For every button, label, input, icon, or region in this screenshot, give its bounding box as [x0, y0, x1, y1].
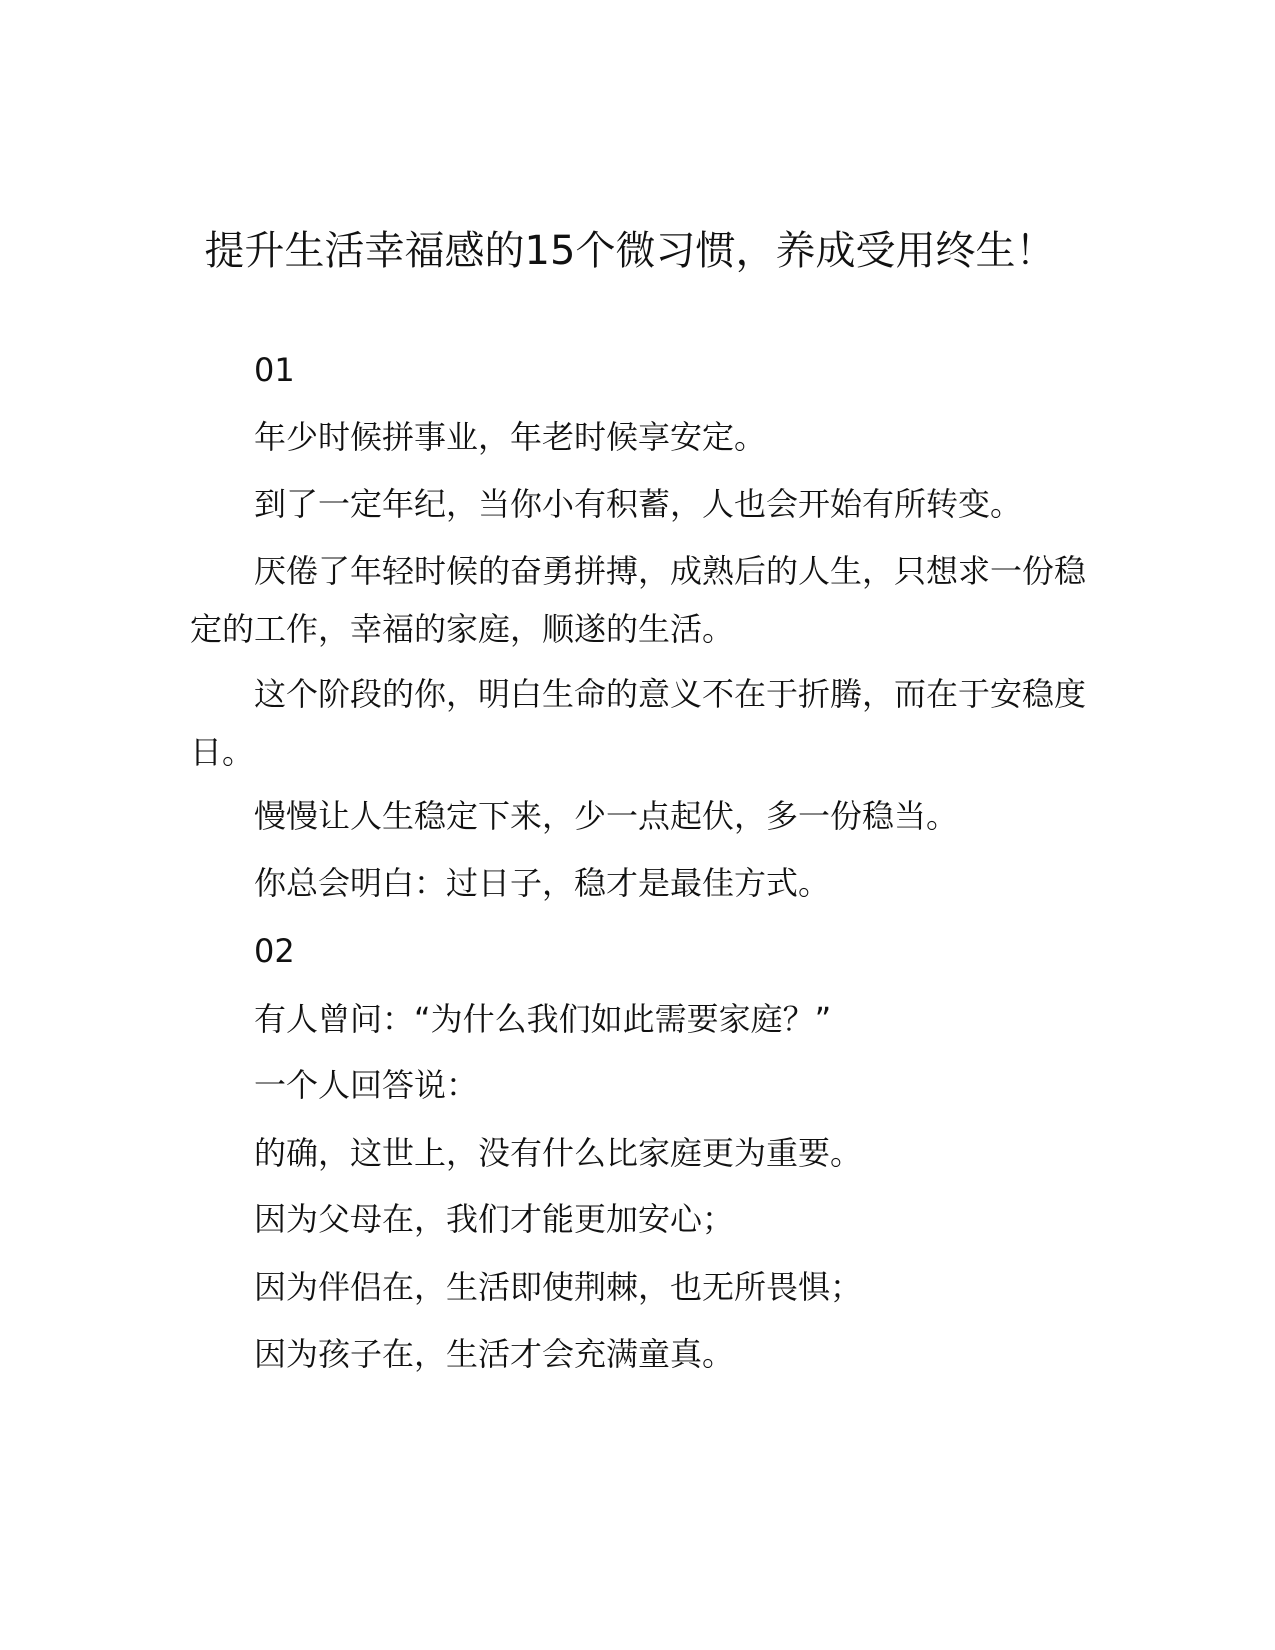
paragraph: 的确，这世上，没有什么比家庭更为重要。	[254, 1134, 863, 1172]
paragraph: 你总会明白：过日子，稳才是最佳方式。	[254, 864, 831, 902]
paragraph: 年少时候拼事业，年老时候享安定。	[254, 418, 767, 456]
paragraph: 因为父母在，我们才能更加安心；	[254, 1200, 735, 1238]
paragraph: 因为伴侣在，生活即使荆棘，也无所畏惧；	[254, 1268, 863, 1306]
document-title: 提升生活幸福感的15个微习惯，养成受用终生！	[204, 228, 1056, 274]
paragraph: 到了一定年纪，当你小有积蓄，人也会开始有所转变。	[254, 485, 1023, 523]
paragraph: 慢慢让人生稳定下来，少一点起伏，多一份稳当。	[254, 797, 959, 835]
paragraph: 有人曾问：“为什么我们如此需要家庭？”	[254, 1000, 832, 1038]
section-number: 02	[254, 932, 295, 970]
paragraph: 厌倦了年轻时候的奋勇拼搏，成熟后的人生，只想求一份稳定的工作，幸福的家庭，顺遂的生活。	[190, 552, 1087, 648]
paragraph: 因为孩子在，生活才会充满童真。	[254, 1335, 735, 1373]
paragraph: 这个阶段的你，明白生命的意义不在于折腾，而在于安稳度日。	[190, 675, 1087, 771]
paragraph: 一个人回答说：	[254, 1066, 479, 1104]
section-number: 01	[254, 351, 295, 389]
